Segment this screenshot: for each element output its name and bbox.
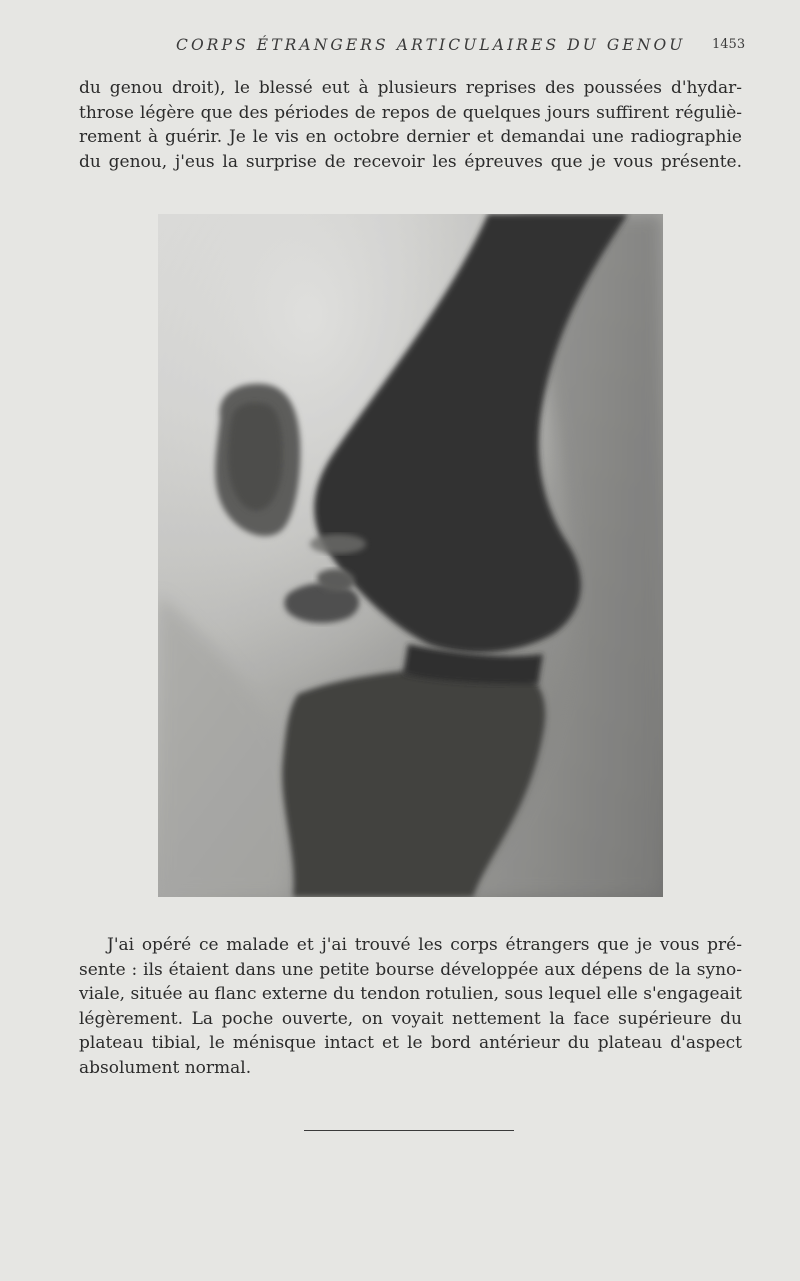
text-line: rement à guérir. Je le vis en octobre dernier et demandai une radiographie: [79, 127, 742, 147]
running-title: CORPS ÉTRANGERS ARTICULAIRES DU GENOU: [176, 36, 686, 54]
running-head: [0, 34, 800, 58]
text-line: du genou droit), le blessé eut à plusieurs reprises des poussées d'hydar-: [79, 78, 742, 98]
page-number: 1453: [712, 37, 746, 52]
text-line: viale, située au flanc externe du tendon rotulien, sous lequel elle s'engageait: [79, 984, 742, 1004]
text-line: throse légère que des périodes de repos de quelques jours suffirent réguliè-: [79, 102, 742, 123]
text-line: plateau tibial, le ménisque intact et le bord antérieur du plateau d'aspect: [79, 1033, 742, 1053]
knee-radiograph: [158, 214, 663, 897]
paragraph-top: [79, 76, 742, 174]
text-line: J'ai opéré ce malade et j'ai trouvé les corps étrangers que je vous pré-: [107, 935, 742, 955]
text-line: légèrement. La poche ouverte, on voyait nettement la face supérieure du: [79, 1008, 742, 1029]
radiograph-image: [158, 214, 663, 897]
section-end-rule: [304, 1130, 514, 1131]
text-line: sente : ils étaient dans une petite bourse développée aux dépens de la syno-: [79, 959, 742, 980]
text-line: du genou, j'eus la surprise de recevoir les épreuves que je vous présente.: [79, 151, 742, 172]
text-line: absolument normal.: [79, 1057, 252, 1078]
paragraph-bottom: [79, 933, 742, 1080]
